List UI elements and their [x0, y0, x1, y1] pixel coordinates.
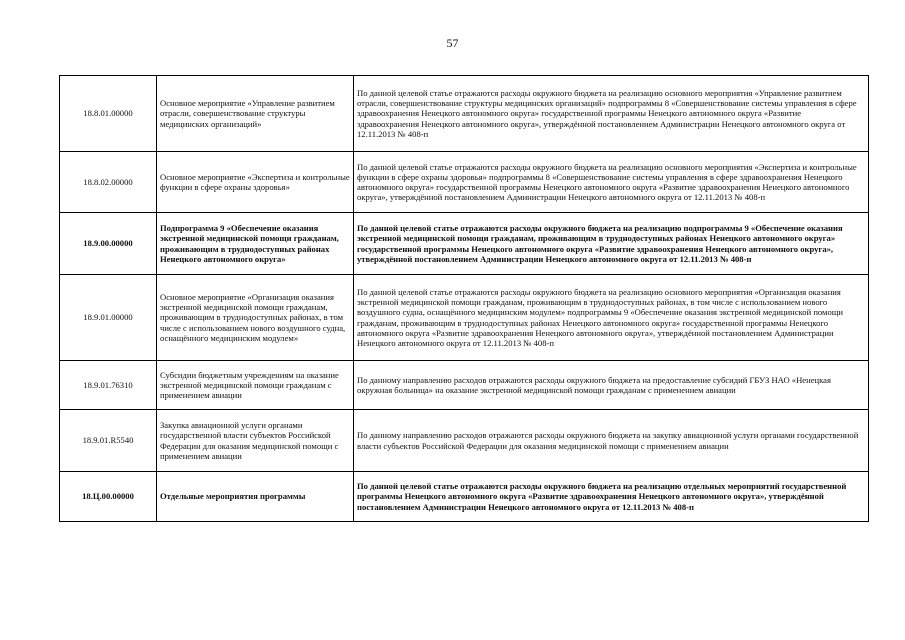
target-article-code: 18.8.02.00000: [60, 152, 157, 213]
target-article-description: По данной целевой статье отражаются расходы окружного бюджета на реализацию отдельных мероприятий государственной программы Ненецкого автономного округа «Развитие здравоохранения Ненецкого автономного округа», утверждённой постановлением Администрации Ненецкого автономного округа от 12.11.2013 № 408-п: [354, 472, 869, 522]
target-article-name: Отдельные мероприятия программы: [157, 472, 354, 522]
target-article-code: 18.9.01.00000: [60, 275, 157, 361]
target-article-name: Основное мероприятие «Организация оказания экстренной медицинской помощи гражданам, проживающим в труднодоступных районах, в том числе с использованием нового воздушного судна, оснащённого медицинским модулем»: [157, 275, 354, 361]
target-article-name: Основное мероприятие «Экспертиза и контрольные функции в сфере охраны здоровья»: [157, 152, 354, 213]
target-article-name: Подпрограмма 9 «Обеспечение оказания экстренной медицинской помощи гражданам, проживающим в труднодоступных районах Ненецкого автономного округа»: [157, 213, 354, 275]
target-article-description: По данному направлению расходов отражаются расходы окружного бюджета на предоставление субсидий ГБУЗ НАО «Ненецкая окружная больница» на оказание экстренной медицинской помощи гражданам с применением авиации: [354, 361, 869, 410]
target-article-description: По данной целевой статье отражаются расходы окружного бюджета на реализацию основного мероприятия «Экспертиза и контрольные функции в сфере охраны здоровья» подпрограммы 8 «Совершенствование системы управления в сфере здравоохранения Ненецкого автономного округа» государственной программы Ненецкого автономного округа «Развитие здравоохранения Ненецкого автономного округа», утверждённой постановлением Администрации Ненецкого автономного округа от 12.11.2013 № 408-п: [354, 152, 869, 213]
table-row: [60, 410, 869, 472]
target-article-code: 18.9.01.76310: [60, 361, 157, 410]
target-article-code: 18.9.01.R5540: [60, 410, 157, 472]
target-article-description: По данной целевой статье отражаются расходы окружного бюджета на реализацию подпрограммы 9 «Обеспечение оказания экстренной медицинской помощи гражданам, проживающим в труднодоступных районах Ненецкого автономного округа» государственной программы Ненецкого автономного округа «Развитие здравоохранения Ненецкого автономного округа», утверждённой постановлением Администрации Ненецкого автономного округа от 12.11.2013 № 408-п: [354, 213, 869, 275]
target-article-description: По данной целевой статье отражаются расходы окружного бюджета на реализацию основного мероприятия «Организация оказания экстренной медицинской помощи гражданам, проживающим в труднодоступных районах, в том числе с использованием нового воздушного судна, оснащённого медицинским модулем» подпрограммы 9 «Обеспечение оказания экстренной медицинской помощи гражданам, проживающим в труднодоступных районах Ненецкого автономного округа» государственной программы Ненецкого автономного округа «Развитие здравоохранения Ненецкого автономного округа», утверждённой постановлением Администрации Ненецкого автономного округа от 12.11.2013 № 408-п: [354, 275, 869, 361]
target-article-description: По данной целевой статье отражаются расходы окружного бюджета на реализацию основного мероприятия «Управление развитием отрасли, совершенствование структуры медицинских организаций» подпрограммы 8 «Совершенствование системы управления в сфере здравоохранения Ненецкого автономного округа» государственной программы Ненецкого автономного округа «Развитие здравоохранения Ненецкого автономного округа», утверждённой постановлением Администрации Ненецкого автономного округа от 12.11.2013 № 408-п: [354, 76, 869, 152]
budget-classification-table: [59, 75, 869, 522]
table-row: [60, 76, 869, 152]
target-article-code: 18.Ц.00.00000: [60, 472, 157, 522]
target-article-name: Основное мероприятие «Управление развитием отрасли, совершенствование структуры медицинских организаций»: [157, 76, 354, 152]
table-row: [60, 361, 869, 410]
table-row: [60, 213, 869, 275]
target-article-name: Закупка авиационной услуги органами государственной власти субъектов Российской Федерации для оказания медицинской помощи с применением авиации: [157, 410, 354, 472]
table-row: [60, 472, 869, 522]
target-article-code: 18.8.01.00000: [60, 76, 157, 152]
table-row: [60, 152, 869, 213]
table-row: [60, 275, 869, 361]
target-article-description: По данному направлению расходов отражаются расходы окружного бюджета на закупку авиационной услуги органами государственной власти субъектов Российской Федерации для оказания медицинской помощи с применением авиации: [354, 410, 869, 472]
target-article-code: 18.9.00.00000: [60, 213, 157, 275]
target-article-name: Субсидии бюджетным учреждениям на оказание экстренной медицинской помощи гражданам с применением авиации: [157, 361, 354, 410]
page-number: 57: [446, 36, 459, 50]
